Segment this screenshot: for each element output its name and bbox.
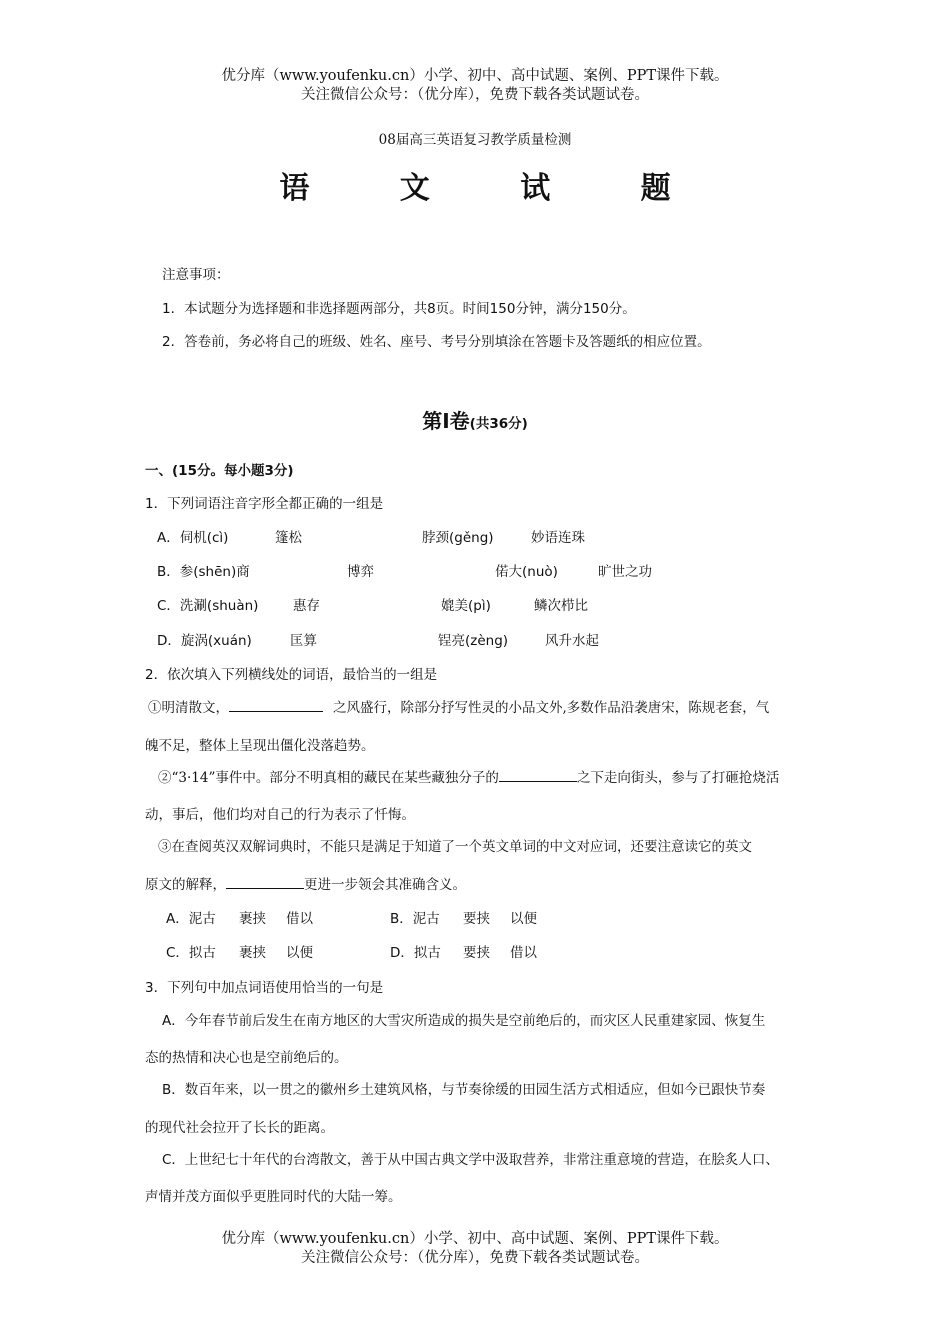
q2-p2-post: 之下走向街头，参与了打砸抢烧活: [576, 770, 780, 786]
q2-passage-3-line-1: ③在查阅英汉双解词典时，不能只是满足于知道了一个英文单词的中文对应词，还要注意读它的英文: [158, 839, 752, 855]
q2-option-b-2: 要挟: [463, 911, 490, 927]
q2-passage-2-line-1: [158, 766, 779, 786]
volume-score: (共36分): [469, 416, 528, 432]
q3-option-a-line-1: A．今年春节前后发生在南方地区的大雪灾所造成的损失是空前绝后的，而灾区人民重建家园、恢复生: [162, 1013, 766, 1029]
q3-stem: 3．下列句中加点词语使用恰当的一句是: [145, 980, 384, 996]
q1-stem: 1．下列词语注音字形全都正确的一组是: [145, 496, 384, 512]
header-line-1: 优分库（www.youfenku.cn）小学、初中、高中试题、案例、PPT课件下载。: [221, 68, 729, 84]
q2-passage-1-line-2: 魄不足，整体上呈现出僵化没落趋势。: [145, 738, 375, 754]
notes-item-1: 1．本试题分为选择题和非选择题两部分，共8页。时间150分钟，满分150分。: [162, 301, 636, 317]
exam-title: 语 文 试 题: [279, 171, 711, 206]
volume-title: 第Ⅰ卷: [422, 409, 470, 433]
q2-passage-3-line-2: [145, 873, 466, 893]
q1-option-b-1: B．参(shēn)商: [157, 564, 250, 580]
q1-option-c-2: 惠存: [293, 598, 320, 614]
q1-option-a-4: 妙语连珠: [531, 530, 585, 546]
q2-stem: 2．依次填入下列横线处的词语，最恰当的一组是: [145, 667, 438, 683]
q1-option-a-2: 篷松: [275, 530, 302, 546]
q1-option-b-4: 旷世之功: [598, 564, 652, 580]
q2-blank-3: [226, 874, 304, 889]
q2-p2-pre: ②“3·14”事件中。部分不明真相的藏民在某些藏独分子的: [158, 770, 499, 786]
q3-option-b-line-2: 的现代社会拉开了长长的距离。: [145, 1120, 334, 1136]
q1-option-d-2: 匡算: [290, 633, 317, 649]
q1-option-b-2: 博弈: [347, 564, 374, 580]
q2-option-a-1: A．泥古: [166, 911, 216, 927]
q2-option-a-2: 裹挟: [239, 911, 266, 927]
q1-option-c-1: C．洗涮(shuàn): [157, 598, 259, 614]
q2-p3-post: 更进一步领会其准确含义。: [304, 877, 466, 893]
header-line-2: 关注微信公众号：（优分库），免费下载各类试题试卷。: [301, 87, 649, 103]
footer-line-1: 优分库（www.youfenku.cn）小学、初中、高中试题、案例、PPT课件下载。: [221, 1231, 729, 1247]
q1-option-a-3: 脖颈(gěng): [422, 530, 494, 546]
footer-line-2: 关注微信公众号：（优分库），免费下载各类试题试卷。: [301, 1250, 649, 1266]
notes-heading: 注意事项：: [162, 267, 230, 283]
q2-passage-2-line-2: 动，事后，他们均对自己的行为表示了忏悔。: [145, 807, 415, 823]
q2-p1-post: 之风盛行，除部分抒写性灵的小品文外,多数作品沿袭唐宋，陈规老套，气: [333, 700, 770, 716]
q1-option-c-4: 鳞次栉比: [534, 598, 588, 614]
q2-option-d-1: D．拟古: [390, 945, 441, 961]
q2-option-d-3: 借以: [510, 945, 537, 961]
q2-option-a-3: 借以: [286, 911, 313, 927]
q1-option-d-1: D．旋涡(xuán): [157, 633, 252, 649]
q2-blank-1: [229, 697, 323, 712]
q2-option-d-2: 要挟: [463, 945, 490, 961]
q1-option-a-1: A．伺机(cì): [157, 530, 229, 546]
q2-option-c-3: 以便: [286, 945, 313, 961]
q2-p3-pre: 原文的解释，: [145, 877, 226, 893]
q1-option-d-4: 风升水起: [545, 633, 599, 649]
q3-option-a-line-2: 态的热情和决心也是空前绝后的。: [145, 1050, 348, 1066]
q1-option-b-3: 偌大(nuò): [495, 564, 558, 580]
q1-option-d-3: 锃亮(zèng): [438, 633, 509, 649]
q2-blank-2: [499, 767, 577, 782]
q3-option-b-line-1: B．数百年来，以一贯之的徽州乡土建筑风格，与节奏徐缓的田园生活方式相适应，但如今已跟快节奏: [162, 1082, 766, 1098]
q3-option-c-line-2: 声情并茂方面似乎更胜同时代的大陆一筹。: [145, 1189, 402, 1205]
q1-option-c-3: 媲美(pì): [441, 598, 491, 614]
q2-option-b-1: B．泥古: [390, 911, 440, 927]
q2-passage-1-line-1: [148, 696, 769, 716]
notes-item-2: 2．答卷前，务必将自己的班级、姓名、座号、考号分别填涂在答题卡及答题纸的相应位置。: [162, 334, 711, 350]
volume-heading: [0, 405, 950, 434]
q3-option-c-line-1: C．上世纪七十年代的台湾散文，善于从中国古典文学中汲取营养，非常注重意境的营造，在脍炙人口、: [162, 1152, 779, 1168]
q2-p1-pre: ①明清散文，: [148, 700, 229, 716]
q2-option-c-2: 裹挟: [239, 945, 266, 961]
q2-option-c-1: C．拟古: [166, 945, 216, 961]
exam-subtitle: 08届高三英语复习教学质量检测: [378, 132, 572, 148]
q2-option-b-3: 以便: [510, 911, 537, 927]
section-1-heading: 一、(15分。每小题3分): [145, 463, 294, 479]
